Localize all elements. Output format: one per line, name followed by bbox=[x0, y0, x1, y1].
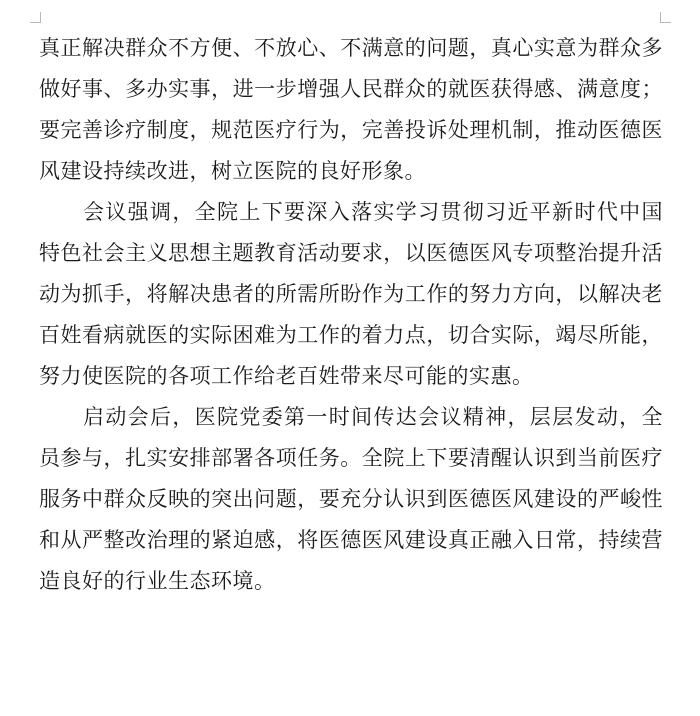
paragraph-3 bbox=[39, 397, 663, 602]
text-line: 持续营造良好的行业生态环境。 bbox=[39, 528, 664, 593]
text-line: 员参与，扎实安排部署各项任务。全院上下要清醒认识到当前医 bbox=[39, 446, 642, 470]
text-line: 峻性和从严整改治理的紧迫感，将医德医风建设真正融入日常， bbox=[39, 487, 664, 552]
text-line: 医德医风建设持续改进，树立医院的良好形象。 bbox=[39, 118, 664, 183]
text-line: 多做好事、多办实事，进一步增强人民群众的就医获得感、满意 bbox=[39, 36, 663, 101]
text-line: 决老百姓看病就医的实际困难为工作的着力点，切合实际，竭尽 bbox=[39, 282, 664, 347]
paragraph-1 bbox=[39, 28, 663, 192]
text-line: 度；要完善诊疗制度，规范医疗行为，完善投诉处理机制，推动 bbox=[39, 77, 664, 142]
document-body bbox=[39, 28, 663, 602]
text-line: 真正解决群众不方便、不放心、不满意的问题，真心实意为群众 bbox=[39, 36, 642, 60]
text-line: 活动为抓手，将解决患者的所需所盼作为工作的努力方向，以解 bbox=[39, 241, 663, 306]
corner-crop-mark-top-left bbox=[30, 12, 41, 23]
text-line: 特色社会主义思想主题教育活动要求，以医德医风专项整治提升 bbox=[39, 241, 642, 265]
paragraph-2 bbox=[39, 192, 663, 397]
text-line: 疗服务中群众反映的突出问题，要充分认识到医德医风建设的严 bbox=[39, 446, 663, 511]
text-line: 会议强调，全院上下要深入落实学习贯彻习近平新时代中国 bbox=[83, 200, 663, 224]
text-line: 启动会后，医院党委第一时间传达会议精神，层层发动，全 bbox=[83, 405, 663, 429]
text-line: 所能，努力使医院的各项工作给老百姓带来尽可能的实惠。 bbox=[39, 323, 664, 388]
corner-crop-mark-top-right bbox=[660, 12, 671, 23]
